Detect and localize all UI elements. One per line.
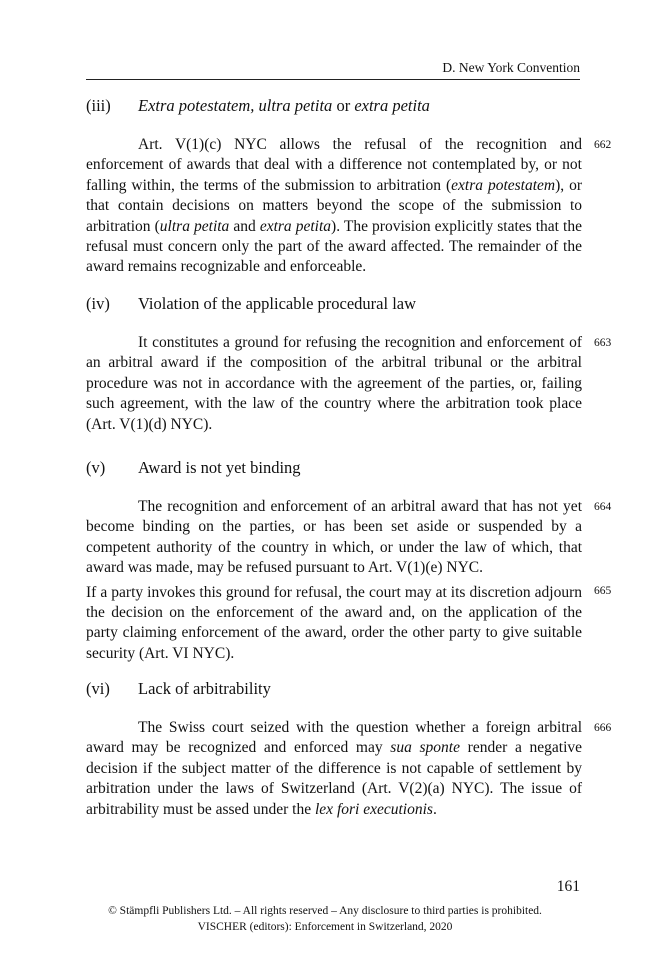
- paragraph: It constitutes a ground for refusing the recognition and enforcement of an arbitral award if the composition of the arbitral tribunal or the arbitral procedure was not in accordance with the agreement of the parties, or, failing such agreement, with the law of the country where the arbitration took place (Art. V(1)(d) NYC).: [86, 334, 582, 433]
- section-heading: [86, 457, 582, 479]
- page-number: 161: [556, 878, 580, 895]
- section-number: (vi): [86, 679, 110, 698]
- margin-number: 664: [594, 501, 612, 513]
- footer: [0, 903, 650, 935]
- section-number: (v): [86, 458, 106, 477]
- section-number: (iii): [86, 96, 111, 115]
- section-number: (iv): [86, 294, 110, 313]
- running-head: D. New York Convention: [86, 58, 580, 80]
- paragraph: The Swiss court seized with the question whether a foreign arbitral award may be recognized and enforced may sua sponte render a negative decision if the subject matter of the difference is not capable of settlement by arbitration under the laws of Switzerland (Art. V(2)(a) NYC). The issue of arbitrability must be assed under the lex fori executionis.: [86, 719, 583, 818]
- paragraph: The recognition and enforcement of an arbitral award that has not yet become binding on the parties, or has been set aside or suspended by a competent authority of the country in which, or under the law of which, that award was made, may be refused pursuant to Art. V(1)(e) NYC.: [86, 498, 582, 577]
- margin-number: 665: [594, 585, 612, 597]
- section-title: Extra potestatem, ultra petita or extra petita: [138, 96, 430, 115]
- section-title: Lack of arbitrability: [138, 679, 271, 698]
- margin-number: 663: [594, 337, 612, 349]
- citation-line: VISCHER (editors): Enforcement in Switzerland, 2020: [197, 921, 453, 933]
- paragraph: Art. V(1)(c) NYC allows the refusal of the recognition and enforcement of awards that deal with a difference not contemplated by, or not falling within, the terms of the submission to arbitration (extra potestatem), or that contain decisions on matters beyond the scope of the submission to arbitration (ultra petita and extra petita). The provision explicitly states that the refusal must concern only the part of the award affected. The remainder of the award remains recognizable and enforceable.: [86, 136, 582, 276]
- section-iv: [86, 293, 582, 435]
- section-title: Award is not yet binding: [138, 458, 301, 477]
- section-heading: [86, 95, 582, 117]
- section-heading: [86, 293, 582, 315]
- paragraph: If a party invokes this ground for refusal, the court may at its discretion adjourn the decision on the enforcement of the award and, on the application of the party claiming enforcement of the award, order the other party to give suitable security (Art. VI NYC).: [86, 583, 582, 662]
- margin-number: 666: [594, 722, 612, 734]
- section-vi: [86, 678, 582, 820]
- section-title: Violation of the applicable procedural law: [138, 294, 417, 313]
- section-iii: [86, 95, 582, 278]
- section-v: [86, 457, 582, 664]
- margin-number: 662: [594, 139, 612, 151]
- copyright-line: © Stämpfli Publishers Ltd. – All rights reserved – Any disclosure to third parties is prohibited.: [108, 905, 542, 917]
- section-heading: [86, 678, 582, 700]
